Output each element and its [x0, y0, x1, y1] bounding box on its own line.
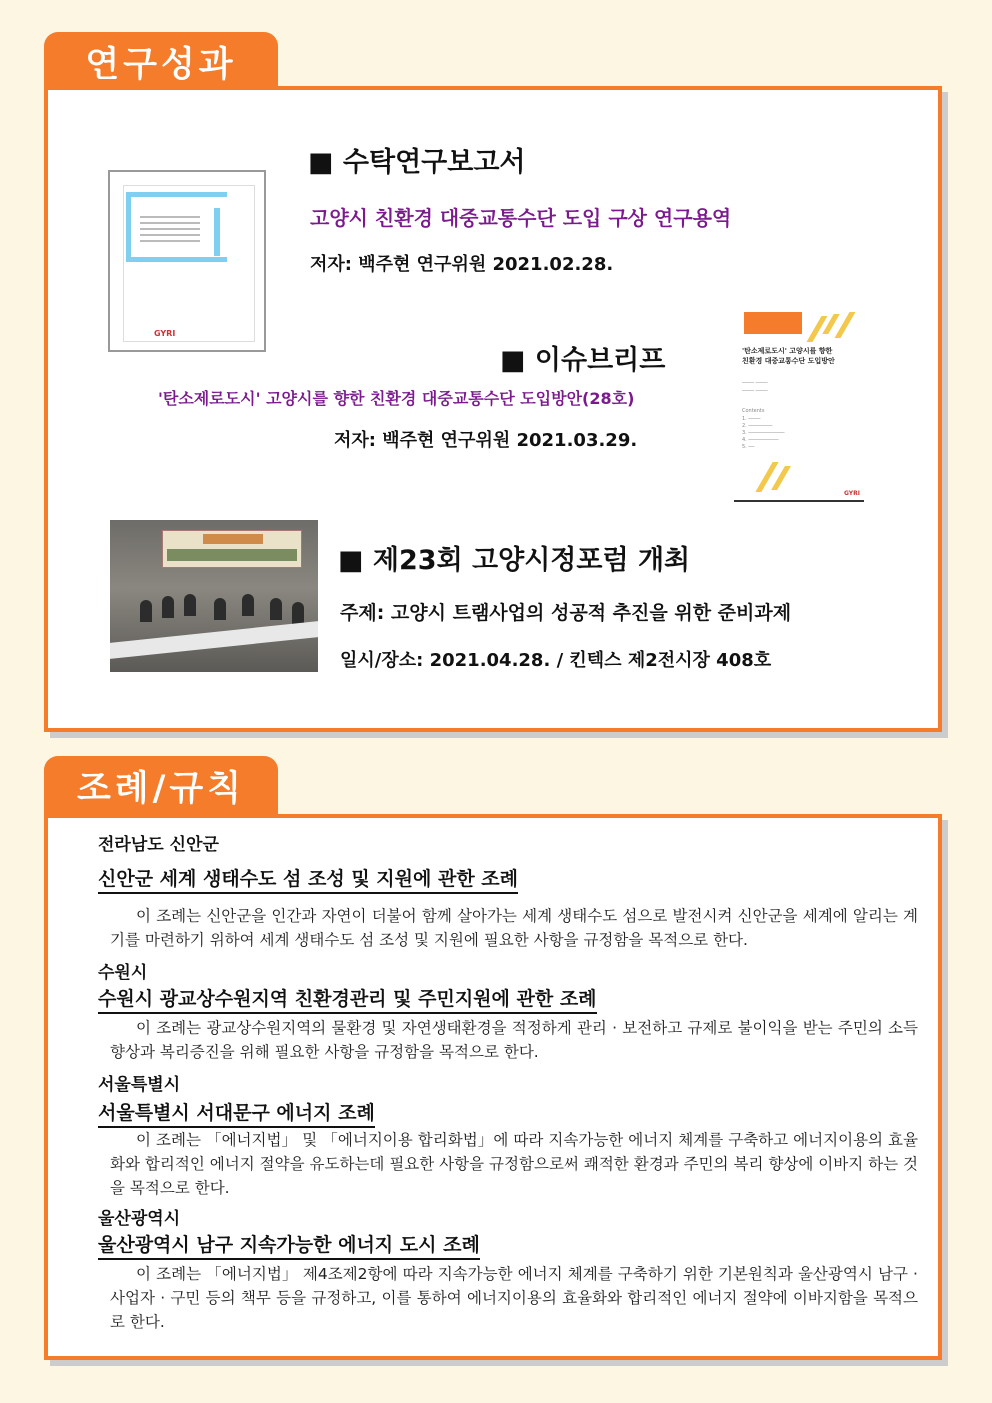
ordinance-title: 서울특별시 서대문구 에너지 조례 — [98, 1098, 375, 1128]
ordinance-region: 서울특별시 — [98, 1075, 181, 1095]
ordinance-body: 이 조례는 「에너지법」 및 「에너지이용 합리화법」에 따라 지속가능한 에너지 체계를 구축하고 에너지이용의 효율화와 합리적인 에너지 절약을 유도하는데 필요한 사항을 규정함으로써 쾌적한 환경과 주민의 복리 향상에 이바지 하는 것을 목적으로 한다. — [110, 1131, 918, 1197]
ordinance-region: 울산광역시 — [98, 1209, 181, 1229]
forum-datetime: 일시/장소: 2021.04.28. / 킨텍스 제2전시장 408호 — [340, 650, 772, 671]
report-cover-image: GYRI — [108, 170, 266, 352]
brief-title: '탄소제로도시' 고양시를 향한 친환경 대중교통수단 도입방안(28호) — [158, 389, 635, 408]
ordinance-body: 이 조례는 광교상수원지역의 물환경 및 자연생태환경을 적정하게 관리 · 보전하고 규제로 불이익을 받는 주민의 소득향상과 복리증진을 위해 필요한 사항을 규정함을 목적으로 한다. — [110, 1019, 918, 1061]
forum-topic: 주제: 고양시 트램사업의 성공적 추진을 위한 준비과제 — [340, 602, 792, 624]
ordinance-region: 전라남도 신안군 — [98, 835, 219, 855]
ordinance-box — [44, 814, 942, 1360]
report-heading: ■ 수탁연구보고서 — [308, 147, 526, 178]
ordinance-tab — [44, 756, 278, 816]
ordinance-body: 이 조례는 신안군을 인간과 자연이 더불어 함께 살아가는 세계 생태수도 섬으로 발전시켜 신안군을 세계에 알리는 계기를 마련하기 위하여 세계 생태수도 섬 조성 및 지원에 필요한 사항을 규정함을 목적으로 한다. — [110, 907, 918, 949]
brief-cover-image: '탄소제로도시' 고양시를 향한 친환경 대중교통수단 도입방안 ──── ──── ──── ──── Contents 1. ──── 2. ──────── 3. ──────────── 4. ────────── 5. ── GYRI — [734, 312, 864, 502]
forum-photo — [110, 520, 318, 672]
ordinance-title: 울산광역시 남구 지속가능한 에너지 도시 조례 — [98, 1230, 480, 1260]
report-author: 저자: 백주현 연구위원 2021.02.28. — [310, 254, 614, 275]
research-tab — [44, 32, 278, 92]
ordinance-title: 신안군 세계 생태수도 섬 조성 및 지원에 관한 조례 — [98, 864, 518, 894]
ordinance-body: 이 조례는 「에너지법」 제4조제2항에 따라 지속가능한 에너지 체계를 구축하기 위한 기본원칙과 울산광역시 남구 · 사업자 · 구민 등의 책무 등을 규정하고, 이를 통하여 에너지이용의 효율화와 합리적인 에너지 절약에 이바지함을 목적으로 한다. — [110, 1265, 918, 1331]
ordinance-tab-label: 조례/규칙 — [76, 769, 246, 809]
report-title: 고양시 친환경 대중교통수단 도입 구상 연구용역 — [310, 206, 732, 230]
research-box — [44, 86, 942, 732]
ordinance-region: 수원시 — [98, 963, 148, 983]
research-tab-label: 연구성과 — [85, 45, 237, 85]
brief-author: 저자: 백주현 연구위원 2021.03.29. — [334, 430, 638, 451]
ordinance-title: 수원시 광교상수원지역 친환경관리 및 주민지원에 관한 조례 — [98, 984, 597, 1014]
brief-heading: ■ 이슈브리프 — [500, 345, 666, 376]
forum-heading: ■ 제23회 고양시정포럼 개최 — [338, 545, 691, 576]
